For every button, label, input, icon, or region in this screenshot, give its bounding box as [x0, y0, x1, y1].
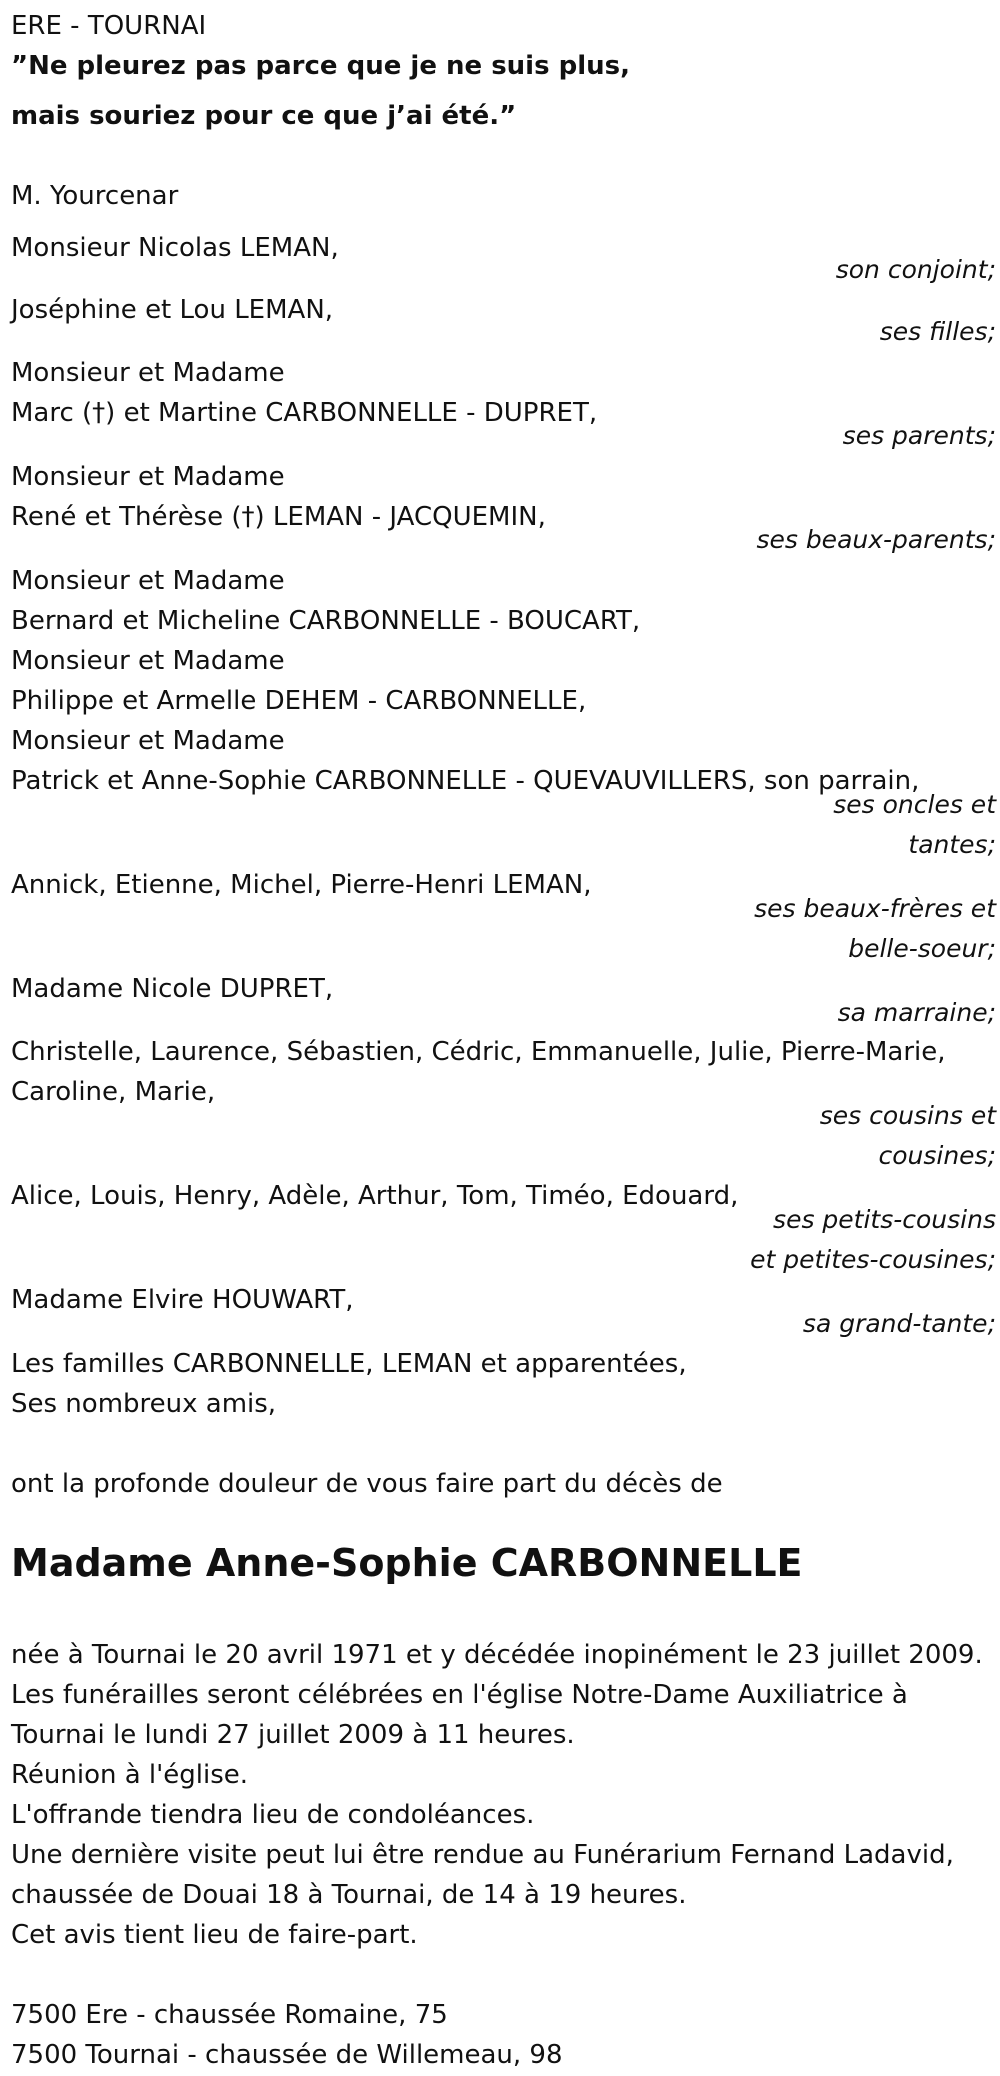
details-line: chaussée de Douai 18 à Tournai, de 14 à 19 heures. [11, 1880, 687, 1910]
address-line: 7500 Tournai - chaussée de Willemeau, 98 [11, 2040, 563, 2070]
address-line: 7500 Ere - chaussée Romaine, 75 [11, 2000, 448, 2030]
details-line: Réunion à l'église. [11, 1760, 249, 1790]
petits-cousins-name: Alice, Louis, Henry, Adèle, Arthur, Tom, Timéo, Edouard, [11, 1181, 739, 1211]
location-header: ERE - TOURNAI [11, 11, 207, 41]
quote-author: M. Yourcenar [11, 181, 179, 211]
conjoint-role: son conjoint; [835, 255, 996, 284]
oncle3-name: Patrick et Anne-Sophie CARBONNELLE - QUEVAUVILLERS, son parrain, [11, 766, 920, 796]
quote-line-2: mais souriez pour ce que j’ai été.” [11, 101, 517, 131]
details-line: Une dernière visite peut lui être rendue au Funérarium Fernand Ladavid, [11, 1840, 954, 1870]
grand-tante-name: Madame Elvire HOUWART, [11, 1285, 354, 1315]
oncle1-title: Monsieur et Madame [11, 566, 285, 596]
parents-title: Monsieur et Madame [11, 358, 285, 388]
oncle3-title: Monsieur et Madame [11, 726, 285, 756]
announcement: ont la profonde douleur de vous faire part du décès de [11, 1469, 723, 1499]
cousins-role-line1: ses cousins et [819, 1101, 996, 1130]
amis-line: Ses nombreux amis, [11, 1389, 277, 1419]
beaux-parents-role: ses beaux-parents; [756, 525, 996, 554]
beaux-parents-name: René et Thérèse (†) LEMAN - JACQUEMIN, [11, 502, 546, 532]
grand-tante-role: sa grand-tante; [802, 1309, 996, 1338]
marraine-name: Madame Nicole DUPRET, [11, 974, 334, 1004]
deceased-name: Madame Anne-Sophie CARBONNELLE [11, 1541, 803, 1585]
petits-cousins-role-line1: ses petits-cousins [773, 1205, 996, 1234]
cousins-name-line2: Caroline, Marie, [11, 1077, 216, 1107]
details-line: Les funérailles seront célébrées en l'église Notre-Dame Auxiliatrice à [11, 1680, 908, 1710]
oncles-role-line2: tantes; [908, 830, 996, 859]
familles-line: Les familles CARBONNELLE, LEMAN et apparentées, [11, 1349, 687, 1379]
filles-name: Joséphine et Lou LEMAN, [11, 295, 334, 325]
details-line: L'offrande tiendra lieu de condoléances. [11, 1800, 535, 1830]
conjoint-name: Monsieur Nicolas LEMAN, [11, 233, 339, 263]
beaux-freres-role-line1: ses beaux-frères et [754, 894, 996, 923]
petits-cousins-role-line2: et petites-cousines; [750, 1245, 996, 1274]
parents-role: ses parents; [842, 421, 996, 450]
oncle1-name: Bernard et Micheline CARBONNELLE - BOUCART, [11, 606, 641, 636]
beaux-freres-name: Annick, Etienne, Michel, Pierre-Henri LEMAN, [11, 870, 592, 900]
beaux-freres-role-line2: belle-soeur; [848, 934, 996, 963]
oncle2-name: Philippe et Armelle DEHEM - CARBONNELLE, [11, 686, 587, 716]
filles-role: ses filles; [879, 317, 996, 346]
quote-line-1: ”Ne pleurez pas parce que je ne suis plus, [11, 51, 631, 81]
details-line: Tournai le lundi 27 juillet 2009 à 11 heures. [11, 1720, 575, 1750]
cousins-name-line1: Christelle, Laurence, Sébastien, Cédric, Emmanuelle, Julie, Pierre-Marie, [11, 1037, 946, 1067]
beaux-parents-title: Monsieur et Madame [11, 462, 285, 492]
cousins-role-line2: cousines; [878, 1141, 996, 1170]
oncles-role-line1: ses oncles et [833, 790, 996, 819]
details-line: Cet avis tient lieu de faire-part. [11, 1920, 418, 1950]
parents-name: Marc (†) et Martine CARBONNELLE - DUPRET, [11, 398, 598, 428]
details-line: née à Tournai le 20 avril 1971 et y décédée inopinément le 23 juillet 2009. [11, 1640, 983, 1670]
marraine-role: sa marraine; [837, 998, 996, 1027]
oncle2-title: Monsieur et Madame [11, 646, 285, 676]
